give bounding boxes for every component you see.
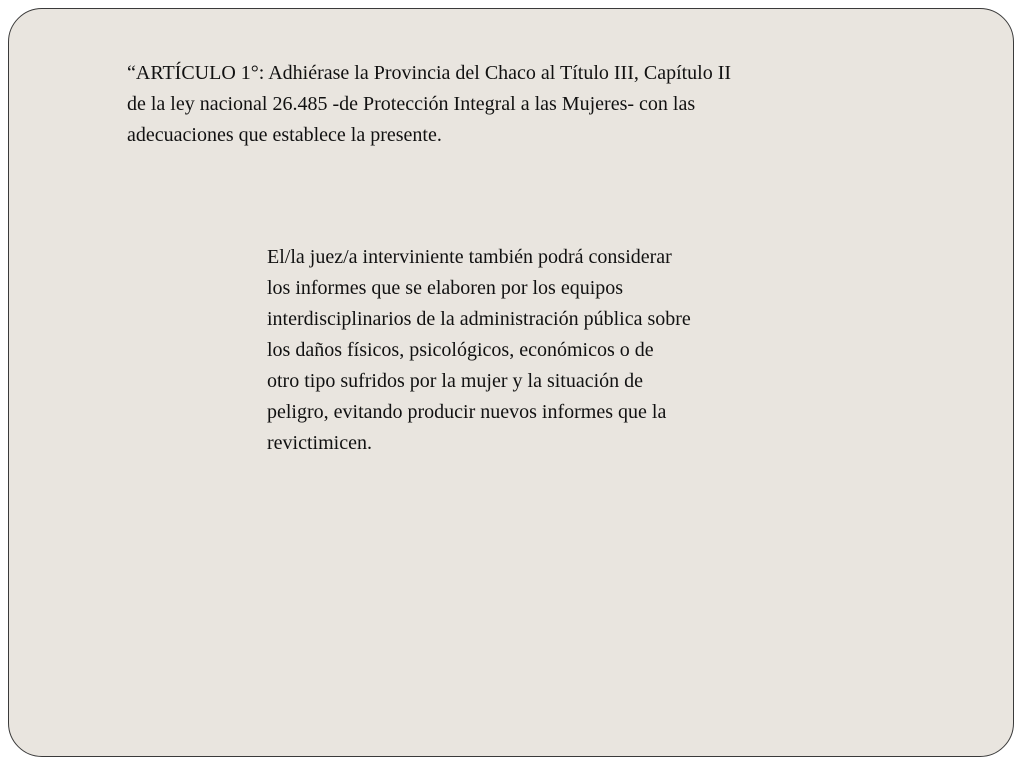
article-paragraph: “ARTÍCULO 1°: Adhiérase la Provincia del Chaco al Título III, Capítulo II de la ley nacional 26.485 -de Protección Integral a las Mujeres- con las adecuaciones que establece la presente. [127,62,732,146]
slide-panel [8,8,1014,757]
body-paragraph: El/la juez/a interviniente también podrá considerar los informes que se elaboren por los equipos interdisciplinarios de la administración pública sobre los daños físicos, psicológicos, económicos o de otro tipo sufridos por la mujer y la situación de peligro, evitando producir nuevos informes que la revictimicen. [267,246,691,454]
